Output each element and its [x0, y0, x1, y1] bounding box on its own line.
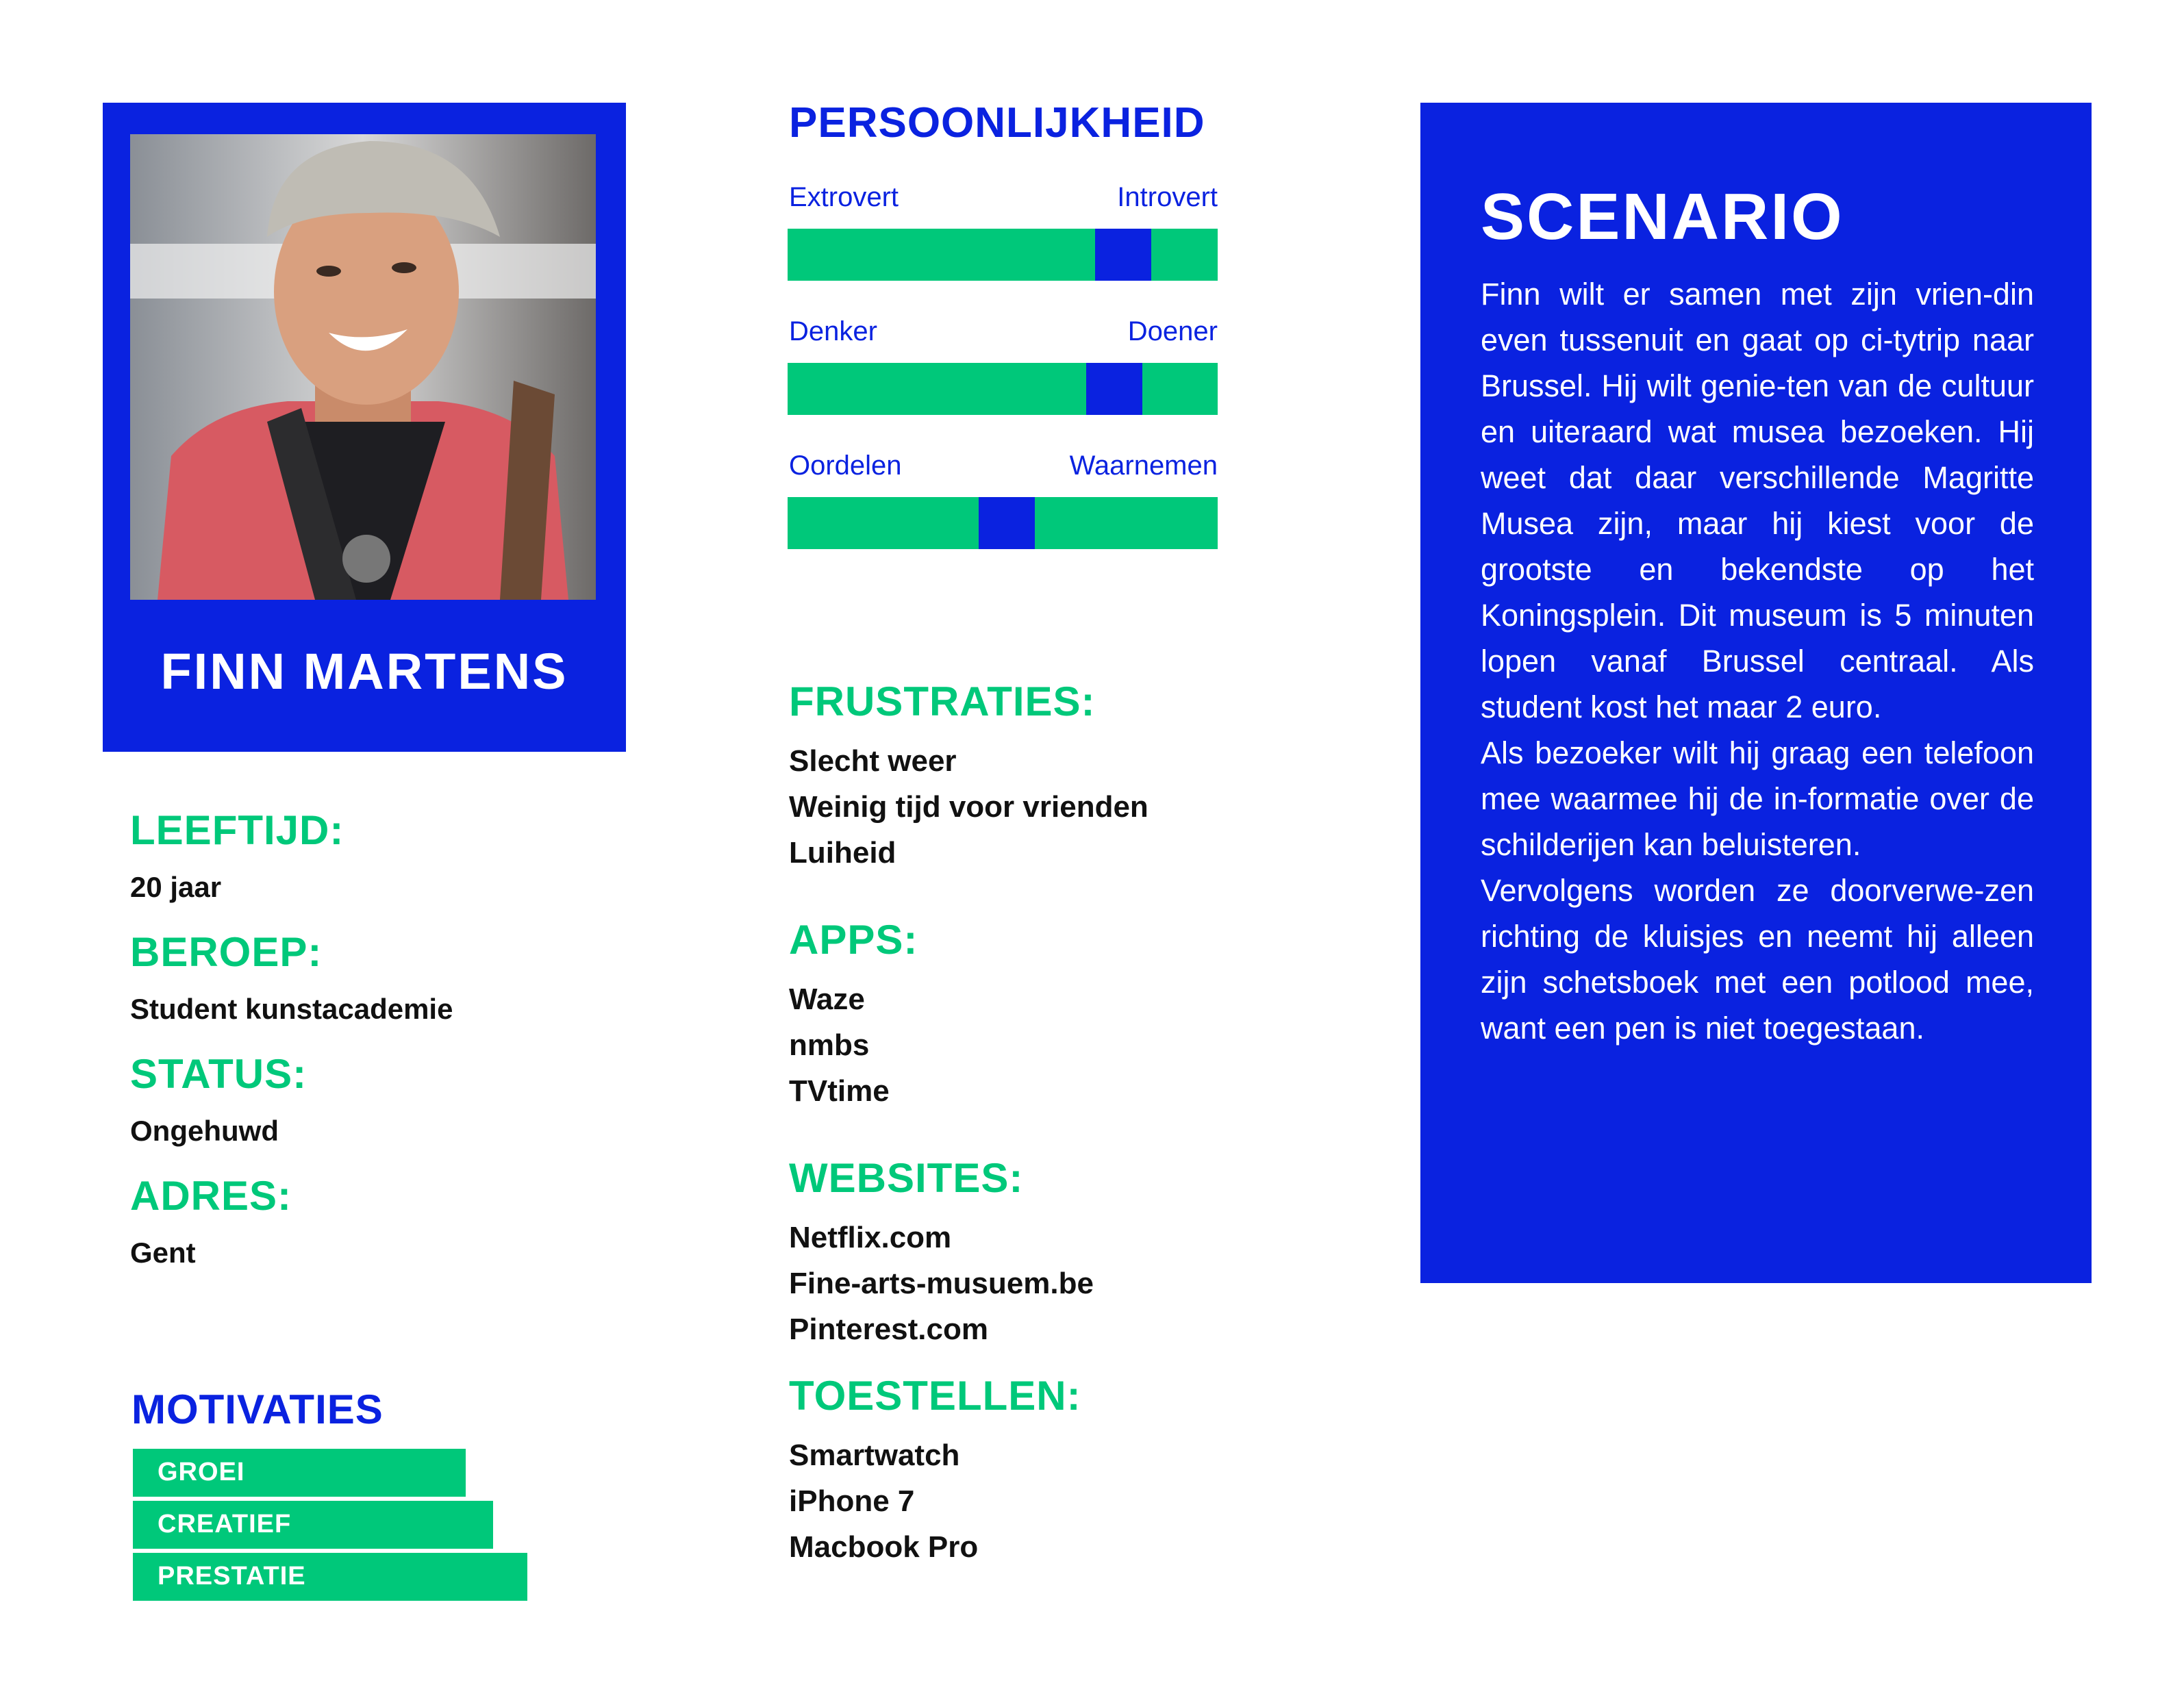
trait-bar [788, 497, 1218, 549]
trait-left-label: Extrovert [789, 182, 899, 212]
motivations-title: MOTIVATIES [131, 1386, 384, 1432]
motivation-bar-groei [133, 1449, 466, 1497]
trait-marker [1086, 363, 1142, 415]
frustrations-list [789, 738, 1149, 876]
list-item: Macbook Pro [789, 1530, 979, 1564]
motivation-label: GROEI [158, 1458, 245, 1486]
motivation-label: CREATIEF [158, 1510, 292, 1538]
list-item: Smartwatch [789, 1439, 960, 1472]
trait-right-label: Doener [1127, 316, 1218, 346]
list-item: nmbs [789, 1028, 870, 1062]
address-label: ADRES: [130, 1173, 292, 1219]
age-value: 20 jaar [130, 871, 222, 903]
apps-title: APPS: [789, 917, 918, 963]
trait-right-label: Waarnemen [1069, 451, 1218, 481]
trait-left-label: Oordelen [789, 451, 902, 481]
list-item: iPhone 7 [789, 1484, 915, 1518]
scenario-paragraph: Als bezoeker wilt hij graag een telefoon mee waarmee hij de in-formatie over de schilderijen kan beluisteren. [1481, 735, 2034, 862]
list-item: Luiheid [789, 836, 896, 870]
list-item: Waze [789, 983, 865, 1016]
apps-list [789, 976, 890, 1114]
personality-title: PERSOONLIJKHEID [789, 99, 1205, 147]
profile-name: FINN MARTENS [160, 643, 568, 700]
motivation-label: PRESTATIE [158, 1562, 306, 1591]
motivation-bar-creatief [133, 1501, 493, 1549]
scenario-card [1420, 103, 2092, 1283]
motivation-bar-prestatie [133, 1553, 527, 1601]
list-item: Pinterest.com [789, 1313, 988, 1346]
list-item: Weinig tijd voor vrienden [789, 790, 1149, 824]
job-label: BEROEP: [130, 929, 323, 975]
age-label: LEEFTIJD: [130, 807, 344, 853]
job-value: Student kunstacademie [130, 993, 453, 1025]
scenario-title: SCENARIO [1481, 180, 1844, 253]
list-item: TVtime [789, 1074, 890, 1108]
profile-photo [130, 134, 596, 600]
trait-bar [788, 229, 1218, 281]
websites-list [789, 1215, 1094, 1352]
devices-list [789, 1432, 978, 1570]
trait-marker [1095, 229, 1151, 281]
scenario-paragraph: Vervolgens worden ze doorverwe-zen richting de kluisjes en neemt hij alleen zijn schetsboek met een potlood mee, want een pen is niet toegestaan. [1481, 873, 2034, 1046]
list-item: Slecht weer [789, 744, 957, 778]
trait-marker [979, 497, 1035, 549]
list-item: Netflix.com [789, 1221, 952, 1254]
list-item: Fine-arts-musuem.be [789, 1267, 1094, 1300]
status-value: Ongehuwd [130, 1115, 279, 1147]
scenario-text [1481, 271, 2034, 1051]
websites-title: WEBSITES: [789, 1155, 1024, 1201]
status-label: STATUS: [130, 1051, 307, 1097]
trait-bar [788, 363, 1218, 415]
trait-left-label: Denker [789, 316, 877, 346]
profile-photo-illustration [130, 134, 596, 600]
profile-card [103, 103, 626, 752]
address-value: Gent [130, 1237, 196, 1269]
scenario-paragraph: Finn wilt er samen met zijn vrien-din even tussenuit en gaat op ci-tytrip naar Brussel. Hij wilt genie-ten van de cultuur en uiteraard wat musea bezoeken. Hij weet dat daar verschillende Magritte Musea zijn, maar hij kiest voor de grootste en bekendste op het Koningsplein. Dit museum is 5 minuten lopen vanaf Brussel centraal. Als student kost het maar 2 euro. [1481, 277, 2034, 724]
trait-right-label: Introvert [1117, 182, 1218, 212]
devices-title: TOESTELLEN: [789, 1373, 1081, 1419]
frustrations-title: FRUSTRATIES: [789, 679, 1096, 724]
